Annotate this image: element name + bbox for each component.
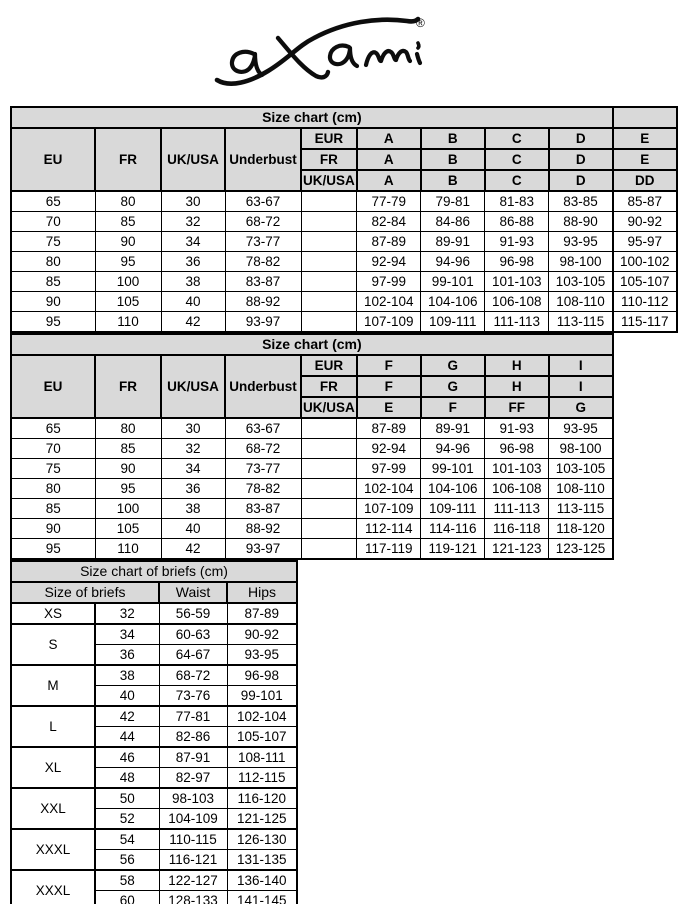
- bra-size-row: [11, 191, 677, 212]
- waist-range-cell: 68-72: [159, 665, 227, 686]
- chart-title: Size chart of briefs (cm): [11, 561, 297, 582]
- chart-title-row: [11, 334, 613, 355]
- bust-range-cell: 117-119: [357, 539, 421, 560]
- waist-range-cell: 77-81: [159, 706, 227, 727]
- bra-size-row: [11, 252, 677, 272]
- waist-range-cell: 87-91: [159, 747, 227, 768]
- hips-range-cell: 108-111: [227, 747, 297, 768]
- cup-size-header: B: [421, 170, 485, 191]
- fr-size-cell: 105: [95, 519, 161, 539]
- underbust-range-cell: 73-77: [225, 232, 301, 252]
- bra-size-chart-cups-f-i: [10, 333, 614, 560]
- ukusa-size-cell: 40: [161, 519, 225, 539]
- briefs-number-size-cell: 56: [95, 850, 159, 871]
- ukusa-size-cell: 30: [161, 418, 225, 439]
- bust-range-cell: 115-117: [613, 312, 677, 333]
- underbust-range-cell: 68-72: [225, 212, 301, 232]
- fr-size-cell: 100: [95, 272, 161, 292]
- spacer-cell: [301, 479, 357, 499]
- bra-size-row: [11, 418, 613, 439]
- briefs-number-size-cell: 40: [95, 686, 159, 707]
- cup-size-header: F: [421, 397, 485, 418]
- spacer-cell: [301, 418, 357, 439]
- bust-range-cell: 109-111: [421, 312, 485, 333]
- cup-region-label: EUR: [301, 355, 357, 376]
- eu-size-cell: 70: [11, 212, 95, 232]
- briefs-number-size-cell: 38: [95, 665, 159, 686]
- eu-size-cell: 90: [11, 292, 95, 312]
- ukusa-size-cell: 38: [161, 272, 225, 292]
- briefs-number-size-cell: 44: [95, 727, 159, 748]
- cup-size-header: C: [485, 149, 549, 170]
- bust-range-cell: 103-105: [549, 459, 613, 479]
- cup-size-header: B: [421, 149, 485, 170]
- bra-size-row: [11, 459, 613, 479]
- bust-range-cell: 109-111: [421, 499, 485, 519]
- fr-size-cell: 95: [95, 252, 161, 272]
- underbust-range-cell: 78-82: [225, 479, 301, 499]
- bust-range-cell: 119-121: [421, 539, 485, 560]
- bust-range-cell: 79-81: [421, 191, 485, 212]
- bust-range-cell: 104-106: [421, 292, 485, 312]
- waist-range-cell: 128-133: [159, 891, 227, 904]
- briefs-number-size-cell: 36: [95, 645, 159, 666]
- underbust-range-cell: 63-67: [225, 418, 301, 439]
- bra-size-row: [11, 292, 677, 312]
- fr-size-cell: 80: [95, 191, 161, 212]
- logo-a2-stroke: [330, 46, 357, 66]
- bust-range-cell: 91-93: [485, 232, 549, 252]
- waist-range-cell: 82-97: [159, 768, 227, 789]
- cup-size-header: G: [421, 376, 485, 397]
- briefs-size-row: [11, 788, 297, 809]
- waist-range-cell: 82-86: [159, 727, 227, 748]
- bra-size-row: [11, 312, 677, 333]
- logo-m-stroke: [366, 51, 410, 65]
- underbust-range-cell: 63-67: [225, 191, 301, 212]
- cup-size-header: E: [613, 128, 677, 149]
- spacer-cell: [301, 459, 357, 479]
- hips-range-cell: 141-145: [227, 891, 297, 904]
- fr-size-cell: 100: [95, 499, 161, 519]
- hips-range-cell: 131-135: [227, 850, 297, 871]
- waist-range-cell: 104-109: [159, 809, 227, 830]
- bust-range-cell: 88-90: [549, 212, 613, 232]
- col-header-waist: Waist: [159, 582, 227, 603]
- bust-range-cell: 98-100: [549, 439, 613, 459]
- cup-region-label: EUR: [301, 128, 357, 149]
- spacer-cell: [301, 191, 357, 212]
- cup-size-header: D: [549, 128, 613, 149]
- eu-size-cell: 95: [11, 312, 95, 333]
- bust-range-cell: 108-110: [549, 479, 613, 499]
- cup-size-header: A: [357, 128, 421, 149]
- briefs-size-row: [11, 829, 297, 850]
- bust-range-cell: 116-118: [485, 519, 549, 539]
- hips-range-cell: 136-140: [227, 870, 297, 891]
- cup-size-header: D: [549, 170, 613, 191]
- hips-range-cell: 126-130: [227, 829, 297, 850]
- hips-range-cell: 105-107: [227, 727, 297, 748]
- underbust-range-cell: 88-92: [225, 292, 301, 312]
- cup-size-header: C: [485, 170, 549, 191]
- bust-range-cell: 81-83: [485, 191, 549, 212]
- logo-i-stroke: [417, 54, 420, 63]
- bust-range-cell: 102-104: [357, 479, 421, 499]
- waist-range-cell: 73-76: [159, 686, 227, 707]
- logo-i-dot: [418, 43, 419, 48]
- fr-size-cell: 110: [95, 539, 161, 560]
- underbust-range-cell: 93-97: [225, 539, 301, 560]
- bust-range-cell: 96-98: [485, 252, 549, 272]
- underbust-range-cell: 83-87: [225, 272, 301, 292]
- bust-range-cell: 118-120: [549, 519, 613, 539]
- briefs-size-row: [11, 603, 297, 624]
- ukusa-size-cell: 36: [161, 479, 225, 499]
- briefs-size-label: XXL: [11, 788, 95, 829]
- ukusa-size-cell: 42: [161, 539, 225, 560]
- cup-region-label: UK/USA: [301, 170, 357, 191]
- ukusa-size-cell: 40: [161, 292, 225, 312]
- bust-range-cell: 77-79: [357, 191, 421, 212]
- eu-size-cell: 80: [11, 252, 95, 272]
- cup-size-header: FF: [485, 397, 549, 418]
- cup-size-header: B: [421, 128, 485, 149]
- briefs-size-label: M: [11, 665, 95, 706]
- ukusa-size-cell: 42: [161, 312, 225, 333]
- hips-range-cell: 93-95: [227, 645, 297, 666]
- cup-header-row-eur: [11, 128, 677, 149]
- eu-size-cell: 70: [11, 439, 95, 459]
- bust-range-cell: 112-114: [357, 519, 421, 539]
- underbust-range-cell: 68-72: [225, 439, 301, 459]
- cup-size-header: A: [357, 149, 421, 170]
- ukusa-size-cell: 30: [161, 191, 225, 212]
- cup-size-header: E: [357, 397, 421, 418]
- briefs-size-row: [11, 747, 297, 768]
- bust-range-cell: 107-109: [357, 312, 421, 333]
- eu-size-cell: 75: [11, 232, 95, 252]
- bust-range-cell: 87-89: [357, 232, 421, 252]
- briefs-size-label: L: [11, 706, 95, 747]
- ukusa-size-cell: 34: [161, 232, 225, 252]
- col-header-fr: FR: [95, 128, 161, 191]
- brand-logo: [0, 0, 684, 106]
- spacer-cell: [301, 212, 357, 232]
- fr-size-cell: 105: [95, 292, 161, 312]
- bust-range-cell: 108-110: [549, 292, 613, 312]
- bust-range-cell: 102-104: [357, 292, 421, 312]
- bust-range-cell: 107-109: [357, 499, 421, 519]
- bust-range-cell: 121-123: [485, 539, 549, 560]
- cup-size-header: DD: [613, 170, 677, 191]
- briefs-size-row: [11, 870, 297, 891]
- chart-title: Size chart (cm): [11, 334, 613, 355]
- corner-empty-cell: [613, 107, 677, 128]
- fr-size-cell: 95: [95, 479, 161, 499]
- briefs-size-label: S: [11, 624, 95, 665]
- ukusa-size-cell: 32: [161, 212, 225, 232]
- eu-size-cell: 85: [11, 499, 95, 519]
- briefs-number-size-cell: 42: [95, 706, 159, 727]
- col-header-underbust: Underbust: [225, 355, 301, 418]
- hips-range-cell: 102-104: [227, 706, 297, 727]
- bust-range-cell: 113-115: [549, 499, 613, 519]
- hips-range-cell: 90-92: [227, 624, 297, 645]
- bust-range-cell: 92-94: [357, 439, 421, 459]
- bust-range-cell: 95-97: [613, 232, 677, 252]
- waist-range-cell: 60-63: [159, 624, 227, 645]
- fr-size-cell: 90: [95, 459, 161, 479]
- bust-range-cell: 99-101: [421, 459, 485, 479]
- cup-size-header: E: [613, 149, 677, 170]
- ukusa-size-cell: 32: [161, 439, 225, 459]
- briefs-number-size-cell: 52: [95, 809, 159, 830]
- spacer-cell: [301, 439, 357, 459]
- fr-size-cell: 85: [95, 212, 161, 232]
- underbust-range-cell: 73-77: [225, 459, 301, 479]
- spacer-cell: [301, 312, 357, 333]
- bust-range-cell: 93-95: [549, 418, 613, 439]
- hips-range-cell: 112-115: [227, 768, 297, 789]
- eu-size-cell: 85: [11, 272, 95, 292]
- chart-title: Size chart (cm): [11, 107, 613, 128]
- col-header-ukusa: UK/USA: [161, 128, 225, 191]
- bust-range-cell: 101-103: [485, 272, 549, 292]
- ukusa-size-cell: 34: [161, 459, 225, 479]
- underbust-range-cell: 93-97: [225, 312, 301, 333]
- bra-size-row: [11, 499, 613, 519]
- eu-size-cell: 75: [11, 459, 95, 479]
- bust-range-cell: 84-86: [421, 212, 485, 232]
- col-header-underbust: Underbust: [225, 128, 301, 191]
- briefs-size-row: [11, 624, 297, 645]
- bra-size-row: [11, 479, 613, 499]
- spacer-cell: [301, 292, 357, 312]
- col-header-eu: EU: [11, 355, 95, 418]
- bust-range-cell: 89-91: [421, 232, 485, 252]
- cup-size-header: F: [357, 355, 421, 376]
- ukusa-size-cell: 38: [161, 499, 225, 519]
- briefs-number-size-cell: 46: [95, 747, 159, 768]
- bust-range-cell: 94-96: [421, 252, 485, 272]
- cup-size-header: G: [421, 355, 485, 376]
- bust-range-cell: 90-92: [613, 212, 677, 232]
- col-header-hips: Hips: [227, 582, 297, 603]
- bra-size-row: [11, 232, 677, 252]
- briefs-header-row: [11, 582, 297, 603]
- cup-region-label: FR: [301, 376, 357, 397]
- cup-region-label: UK/USA: [301, 397, 357, 418]
- bust-range-cell: 101-103: [485, 459, 549, 479]
- spacer-cell: [301, 519, 357, 539]
- spacer-cell: [301, 539, 357, 560]
- ukusa-size-cell: 36: [161, 252, 225, 272]
- briefs-number-size-cell: 60: [95, 891, 159, 904]
- bra-size-chart-cups-a-e: [10, 106, 678, 333]
- hips-range-cell: 87-89: [227, 603, 297, 624]
- bra-size-row: [11, 539, 613, 560]
- briefs-size-row: [11, 665, 297, 686]
- brand-name: [0, 0, 1, 1]
- spacer-cell: [301, 232, 357, 252]
- spacer-cell: [301, 272, 357, 292]
- cup-size-header: I: [549, 355, 613, 376]
- fr-size-cell: 110: [95, 312, 161, 333]
- hips-range-cell: 116-120: [227, 788, 297, 809]
- bra-size-row: [11, 212, 677, 232]
- bust-range-cell: 97-99: [357, 272, 421, 292]
- bust-range-cell: 96-98: [485, 439, 549, 459]
- bust-range-cell: 113-115: [549, 312, 613, 333]
- col-header-size-of-briefs: Size of briefs: [11, 582, 159, 603]
- eu-size-cell: 95: [11, 539, 95, 560]
- briefs-number-size-cell: 34: [95, 624, 159, 645]
- underbust-range-cell: 78-82: [225, 252, 301, 272]
- fr-size-cell: 80: [95, 418, 161, 439]
- cup-size-header: C: [485, 128, 549, 149]
- cup-size-header: I: [549, 376, 613, 397]
- briefs-size-chart: [10, 560, 298, 904]
- bust-range-cell: 111-113: [485, 499, 549, 519]
- hips-range-cell: 99-101: [227, 686, 297, 707]
- chart-title-row: [11, 561, 297, 582]
- waist-range-cell: 64-67: [159, 645, 227, 666]
- cup-size-header: F: [357, 376, 421, 397]
- bust-range-cell: 100-102: [613, 252, 677, 272]
- eu-size-cell: 90: [11, 519, 95, 539]
- col-header-eu: EU: [11, 128, 95, 191]
- hips-range-cell: 96-98: [227, 665, 297, 686]
- bra-size-row: [11, 272, 677, 292]
- eu-size-cell: 65: [11, 418, 95, 439]
- bust-range-cell: 89-91: [421, 418, 485, 439]
- bust-range-cell: 110-112: [613, 292, 677, 312]
- eu-size-cell: 80: [11, 479, 95, 499]
- briefs-size-label: XS: [11, 603, 95, 624]
- bust-range-cell: 86-88: [485, 212, 549, 232]
- hips-range-cell: 121-125: [227, 809, 297, 830]
- chart-title-row: [11, 107, 677, 128]
- fr-size-cell: 85: [95, 439, 161, 459]
- underbust-range-cell: 88-92: [225, 519, 301, 539]
- cup-size-header: A: [357, 170, 421, 191]
- bust-range-cell: 105-107: [613, 272, 677, 292]
- bust-range-cell: 91-93: [485, 418, 549, 439]
- col-header-fr: FR: [95, 355, 161, 418]
- bust-range-cell: 87-89: [357, 418, 421, 439]
- cup-size-header: D: [549, 149, 613, 170]
- cup-size-header: H: [485, 355, 549, 376]
- bust-range-cell: 106-108: [485, 292, 549, 312]
- spacer-cell: [301, 252, 357, 272]
- briefs-size-row: [11, 706, 297, 727]
- bust-range-cell: 123-125: [549, 539, 613, 560]
- registered-trademark-symbol: ®: [416, 16, 425, 30]
- cup-size-header: G: [549, 397, 613, 418]
- axami-logo-script: [214, 12, 429, 94]
- briefs-number-size-cell: 50: [95, 788, 159, 809]
- briefs-number-size-cell: 48: [95, 768, 159, 789]
- cup-size-header: H: [485, 376, 549, 397]
- bust-range-cell: 97-99: [357, 459, 421, 479]
- briefs-size-label: XXXL: [11, 829, 95, 870]
- briefs-number-size-cell: 58: [95, 870, 159, 891]
- bra-size-row: [11, 439, 613, 459]
- waist-range-cell: 110-115: [159, 829, 227, 850]
- eu-size-cell: 65: [11, 191, 95, 212]
- spacer-cell: [301, 499, 357, 519]
- cup-header-row-eur: [11, 355, 613, 376]
- briefs-size-label: XXXL: [11, 870, 95, 904]
- col-header-ukusa: UK/USA: [161, 355, 225, 418]
- bust-range-cell: 103-105: [549, 272, 613, 292]
- bust-range-cell: 104-106: [421, 479, 485, 499]
- bust-range-cell: 98-100: [549, 252, 613, 272]
- bust-range-cell: 106-108: [485, 479, 549, 499]
- waist-range-cell: 116-121: [159, 850, 227, 871]
- bust-range-cell: 114-116: [421, 519, 485, 539]
- bust-range-cell: 94-96: [421, 439, 485, 459]
- bust-range-cell: 111-113: [485, 312, 549, 333]
- bust-range-cell: 93-95: [549, 232, 613, 252]
- bust-range-cell: 82-84: [357, 212, 421, 232]
- briefs-number-size-cell: 54: [95, 829, 159, 850]
- bust-range-cell: 85-87: [613, 191, 677, 212]
- bust-range-cell: 99-101: [421, 272, 485, 292]
- fr-size-cell: 90: [95, 232, 161, 252]
- logo-a1-stroke: [232, 52, 262, 75]
- bust-range-cell: 83-85: [549, 191, 613, 212]
- bust-range-cell: 92-94: [357, 252, 421, 272]
- bra-size-row: [11, 519, 613, 539]
- briefs-size-label: XL: [11, 747, 95, 788]
- underbust-range-cell: 83-87: [225, 499, 301, 519]
- cup-region-label: FR: [301, 149, 357, 170]
- waist-range-cell: 122-127: [159, 870, 227, 891]
- waist-range-cell: 98-103: [159, 788, 227, 809]
- waist-range-cell: 56-59: [159, 603, 227, 624]
- briefs-number-size-cell: 32: [95, 603, 159, 624]
